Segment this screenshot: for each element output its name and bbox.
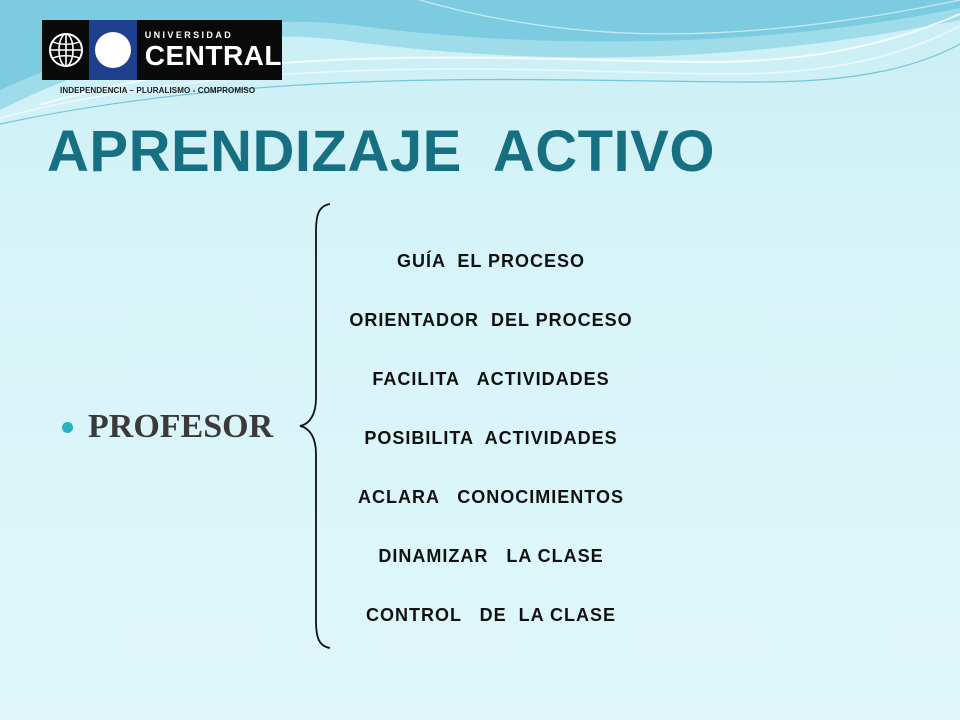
logo-wordmark bbox=[137, 20, 282, 80]
bullet-item bbox=[62, 408, 273, 446]
bullet-label: PROFESOR bbox=[88, 408, 274, 445]
role-item: POSIBILITA ACTIVIDADES bbox=[364, 428, 618, 448]
logo-top-text: UNIVERSIDAD bbox=[144, 29, 234, 40]
role-list bbox=[330, 238, 652, 651]
globe-icon bbox=[42, 20, 89, 80]
logo-main-text: CENTRAL bbox=[144, 39, 282, 71]
role-item: CONTROL DE LA CLASE bbox=[365, 605, 616, 625]
circle-emblem-icon bbox=[89, 20, 136, 80]
role-item: ORIENTADOR DEL PROCESO bbox=[349, 310, 633, 330]
role-item: GUÍA EL PROCESO bbox=[396, 251, 586, 271]
slide-title: APRENDIZAJE ACTIVO bbox=[47, 119, 715, 184]
role-item: FACILITA ACTIVIDADES bbox=[372, 369, 610, 389]
bullet-dot-icon bbox=[62, 422, 73, 433]
role-item: ACLARA CONOCIMIENTOS bbox=[357, 487, 624, 507]
role-item: DINAMIZAR LA CLASE bbox=[378, 546, 604, 566]
university-motto: INDEPENDENCIA – PLURALISMO - COMPROMISO bbox=[60, 86, 256, 95]
university-logo bbox=[42, 20, 282, 80]
